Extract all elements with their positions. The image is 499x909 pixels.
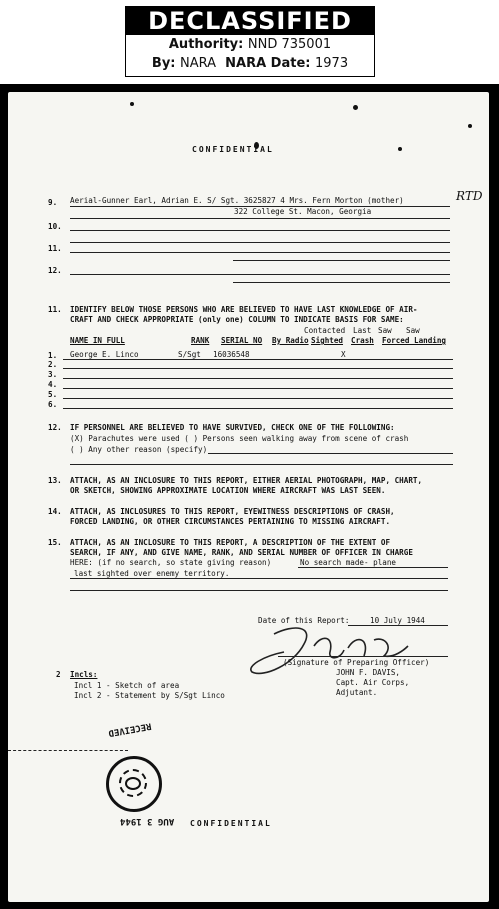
item-12a-rule: [70, 274, 450, 275]
fold-line: [8, 750, 128, 751]
q11-h-sighted: Sighted: [311, 336, 344, 345]
incls-count: 2: [56, 670, 61, 679]
q11-row-rule: [63, 368, 453, 369]
q11-row-6: 6.: [48, 400, 58, 409]
q11-row-rule: [63, 388, 453, 389]
item-10-rule2: [70, 242, 450, 243]
q11-row-5: 5.: [48, 390, 58, 399]
item-9-line1: Aerial-Gunner Earl, Adrian E. S/ Sgt. 3625827 4 Mrs. Fern Morton (mother): [70, 196, 404, 205]
q11-col-last: Last: [353, 326, 372, 335]
item-12a-number: 12.: [48, 266, 62, 275]
q11-col-contacted: Contacted: [304, 326, 346, 335]
q14-text2: FORCED LANDING, OR OTHER CIRCUMSTANCES PERTAINING TO MISSING AIRCRAFT.: [70, 517, 391, 526]
speck: [130, 102, 134, 106]
q13-number: 13.: [48, 476, 62, 485]
signature-rule: [278, 656, 448, 657]
q13-text2: OR SKETCH, SHOWING APPROXIMATE LOCATION WHERE AIRCRAFT WAS LAST SEEN.: [70, 486, 386, 495]
q11-h-radio: By Radio: [272, 336, 309, 345]
banner-by-date: By: NARA NARA Date: 1973: [151, 56, 349, 71]
q11-r1-mark: X: [341, 350, 346, 359]
speck: [398, 147, 402, 151]
speck: [468, 124, 472, 128]
q11-row-1: 1.: [48, 351, 58, 360]
q15-text3: HERE: (if no search, so state giving reason): [70, 558, 272, 567]
q11-row-rule: [63, 398, 453, 399]
q11-r1-rank: S/Sgt: [178, 350, 201, 359]
q12-text1: IF PERSONNEL ARE BELIEVED TO HAVE SURVIVED, CHECK ONE OF THE FOLLOWING:: [70, 423, 395, 432]
q11-row-rule: [63, 359, 453, 360]
q15-rule: [70, 590, 448, 591]
item-10-rule: [70, 230, 450, 231]
q15-text1: ATTACH, AS AN INCLOSURE TO THIS REPORT, A DESCRIPTION OF THE EXTENT OF: [70, 538, 391, 547]
incl-2: Incl 2 - Statement by S/Sgt Linco: [74, 691, 225, 700]
item-11a-number: 11.: [48, 244, 62, 253]
q11-text1: IDENTIFY BELOW THOSE PERSONS WHO ARE BELIEVED TO HAVE LAST KNOWLEDGE OF AIR-: [70, 305, 418, 314]
q11-row-rule: [63, 378, 453, 379]
stamp-received: RECEIVED: [107, 720, 152, 738]
q12-number: 12.: [48, 423, 62, 432]
q13-text1: ATTACH, AS AN INCLOSURE TO THIS REPORT, EITHER AERIAL PHOTOGRAPH, MAP, CHART,: [70, 476, 423, 485]
q15-answer2: last sighted over enemy territory.: [74, 569, 230, 578]
item-11a-rule2: [233, 260, 450, 261]
date-label: Date of this Report:: [258, 616, 350, 625]
q14-number: 14.: [48, 507, 62, 516]
signature-rank: Capt. Air Corps,: [336, 678, 410, 687]
q11-h-forced: Forced Landing: [382, 336, 447, 345]
handwritten-rtd: RTD: [456, 189, 483, 203]
speck: [353, 105, 358, 110]
incls-label: Incls:: [70, 670, 98, 679]
signature-label: (Signature of Preparing Officer): [283, 658, 430, 667]
date-value: 10 July 1944: [370, 616, 425, 625]
q11-col-saw1: Saw: [378, 326, 392, 335]
q12-text3: ( ) Any other reason (specify): [70, 445, 208, 454]
q11-row-rule: [63, 408, 453, 409]
classification-header: CONFIDENTIAL: [192, 145, 274, 154]
received-stamp-seal: [106, 756, 162, 812]
incl-1: Incl 1 - Sketch of area: [74, 681, 180, 690]
item-9-rule2: [70, 218, 450, 219]
q11-h-crash: Crash: [351, 336, 374, 345]
signature-name: JOHN F. DAVIS,: [336, 668, 401, 677]
q11-row-4: 4.: [48, 380, 58, 389]
q11-col-saw2: Saw: [406, 326, 420, 335]
stamp-date: AUG 3 1944: [120, 816, 175, 826]
q15-rule: [70, 578, 448, 579]
q11-r1-name: George E. Linco: [70, 350, 139, 359]
banner-title: DECLASSIFIED: [126, 7, 374, 35]
q12-text2: (X) Parachutes were used ( ) Persons seen walking away from scene of crash: [70, 434, 409, 443]
q15-number: 15.: [48, 538, 62, 547]
q15-rule: [298, 567, 448, 568]
q11-row-3: 3.: [48, 370, 58, 379]
q11-row-2: 2.: [48, 360, 58, 369]
classification-footer: CONFIDENTIAL: [190, 819, 272, 828]
item-9-number: 9.: [48, 198, 58, 207]
q11-h-rank: RANK: [191, 336, 210, 345]
q11-h-serial: SERIAL NO: [221, 336, 263, 345]
banner-authority: Authority: NND 735001: [168, 37, 332, 52]
q11-number: 11.: [48, 305, 62, 314]
q11-r1-serial: 16036548: [213, 350, 250, 359]
q14-text1: ATTACH, AS INCLOSURES TO THIS REPORT, EYEWITNESS DESCRIPTIONS OF CRASH,: [70, 507, 395, 516]
declassified-banner: [125, 6, 375, 77]
signature-title: Adjutant.: [336, 688, 378, 697]
scanned-page: [0, 84, 499, 909]
document-paper: [8, 92, 489, 902]
item-9-line2: 322 College St. Macon, Georgia: [234, 207, 372, 216]
q11-text2: CRAFT AND CHECK APPROPRIATE (only one) COLUMN TO INDICATE BASIS FOR SAME:: [70, 315, 404, 324]
q12-specify-rule: [208, 453, 453, 454]
q12-rule: [70, 464, 453, 465]
item-11a-rule: [70, 252, 450, 253]
q15-text2: SEARCH, IF ANY, AND GIVE NAME, RANK, AND SERIAL NUMBER OF OFFICER IN CHARGE: [70, 548, 413, 557]
item-12a-rule2: [233, 282, 450, 283]
q15-answer1: No search made- plane: [300, 558, 397, 567]
item-10-number: 10.: [48, 222, 62, 231]
q11-h-name: NAME IN FULL: [70, 336, 125, 345]
